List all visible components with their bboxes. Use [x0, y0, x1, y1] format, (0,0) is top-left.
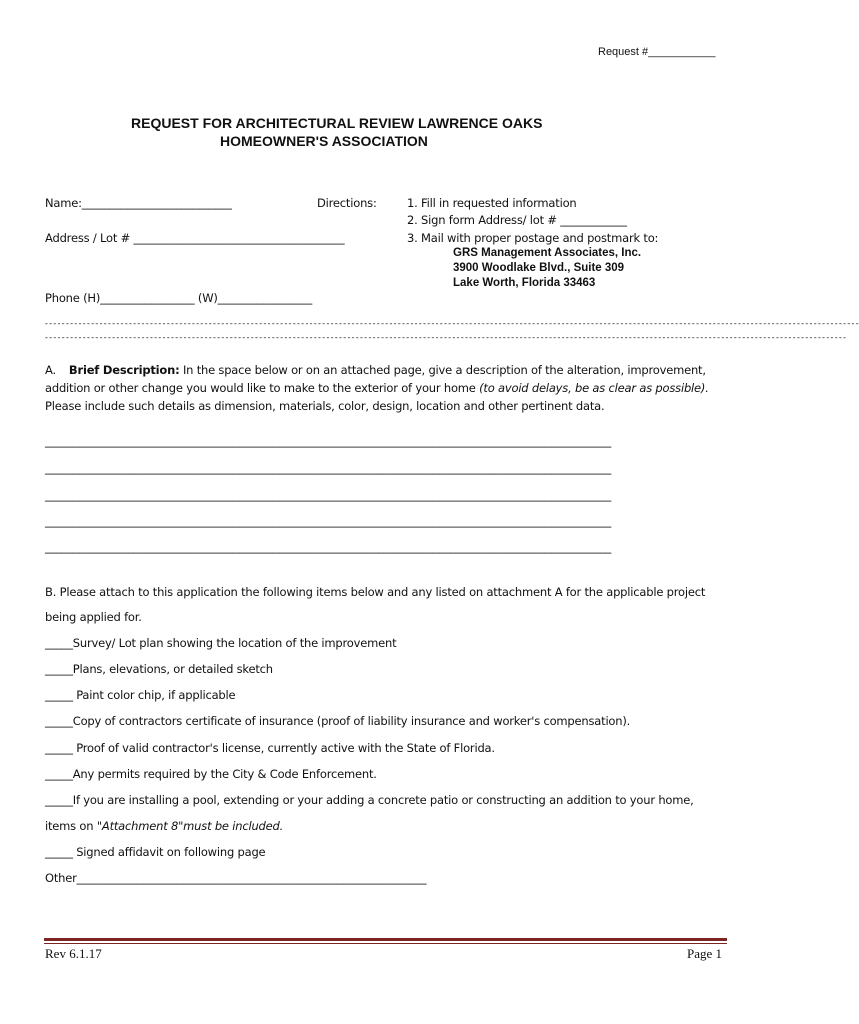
revision-label: Rev 6.1.17	[45, 946, 102, 961]
directions-step-3: 3. Mail with proper postage and postmark to:	[407, 231, 659, 245]
checklist-item-pool-patio[interactable]: _____If you are installing a pool, extending or your adding a concrete patio or constructing an addition to your home,	[45, 793, 694, 807]
section-a-text: addition or other change you would like to make to the exterior of your home	[45, 381, 480, 395]
checklist-item-insurance[interactable]: _____Copy of contractors certificate of insurance (proof of liability insurance and worker's compensation).	[45, 714, 631, 728]
form-title-line2: HOMEOWNER'S ASSOCIATION	[220, 133, 428, 149]
section-a-heading: Brief Description:	[68, 363, 180, 377]
description-line[interactable]: ______________________________________________________________________________________________________	[45, 461, 612, 475]
section-b-intro: B. Please attach to this application the following items below and any listed on attachment A for the applicable project	[45, 585, 706, 599]
mailing-address-line3: Lake Worth, Florida 33463	[453, 277, 596, 289]
attachment-note-italic: "Attachment 8"must be included.	[96, 819, 284, 833]
section-a-text: In the space below or on an attached page, give a description of the alteration, improvement,	[179, 363, 706, 377]
dashed-separator: --------------------------------------------------------------------------------------------------------------------------------------------------------------------------------------------------	[44, 320, 859, 329]
directions-step-1: 1. Fill in requested information	[407, 196, 577, 210]
attachment-note	[45, 819, 283, 833]
section-a-line3: Please include such details as dimension, materials, color, design, location and other pertinent data.	[45, 399, 605, 413]
footer-rule-thick	[44, 938, 727, 941]
checklist-item-permits[interactable]: _____Any permits required by the City & Code Enforcement.	[45, 767, 377, 781]
mailing-address-line2: 3900 Woodlake Blvd., Suite 309	[453, 262, 625, 274]
page-number: Page 1	[687, 946, 723, 961]
description-line[interactable]: ______________________________________________________________________________________________________	[45, 540, 612, 554]
other-field[interactable]: Other_______________________________________________________________	[45, 871, 427, 885]
request-number-field: Request #___________	[598, 46, 716, 58]
address-lot-field[interactable]: Address / Lot # ______________________________________	[45, 231, 345, 245]
checklist-item-paint-chip[interactable]: _____ Paint color chip, if applicable	[45, 688, 236, 702]
section-a-line1	[45, 363, 706, 377]
section-a-italic-note: (to avoid delays, be as clear as possible).	[479, 381, 709, 395]
section-b-intro-cont: being applied for.	[45, 610, 142, 624]
checklist-item-survey[interactable]: _____Survey/ Lot plan showing the location of the improvement	[45, 636, 397, 650]
directions-label: Directions:	[317, 196, 377, 210]
section-a-line2	[45, 381, 709, 395]
mailing-address-line1: GRS Management Associates, Inc.	[453, 247, 642, 259]
footer-rule-thin	[44, 943, 727, 944]
description-line[interactable]: ______________________________________________________________________________________________________	[45, 434, 612, 448]
dashed-separator: -----------------------------------------------------------------------------------------------------------------------------------------------------------------------------------------------	[44, 334, 847, 343]
phone-field[interactable]: Phone (H)_________________ (W)_________________	[45, 291, 312, 305]
name-field[interactable]: Name:___________________________	[45, 196, 232, 210]
form-title-line1: REQUEST FOR ARCHITECTURAL REVIEW LAWRENCE OAKS	[131, 115, 543, 131]
description-line[interactable]: ______________________________________________________________________________________________________	[45, 488, 612, 502]
checklist-item-affidavit[interactable]: _____ Signed affidavit on following page	[45, 845, 266, 859]
attachment-note-prefix: items on	[45, 819, 97, 833]
description-line[interactable]: ______________________________________________________________________________________________________	[45, 514, 612, 528]
section-a-letter: A.	[45, 363, 56, 377]
directions-step-2: 2. Sign form Address/ lot # ____________	[407, 213, 627, 227]
checklist-item-license[interactable]: _____ Proof of valid contractor's license, currently active with the State of Florida.	[45, 741, 495, 755]
checklist-item-plans[interactable]: _____Plans, elevations, or detailed sketch	[45, 662, 273, 676]
